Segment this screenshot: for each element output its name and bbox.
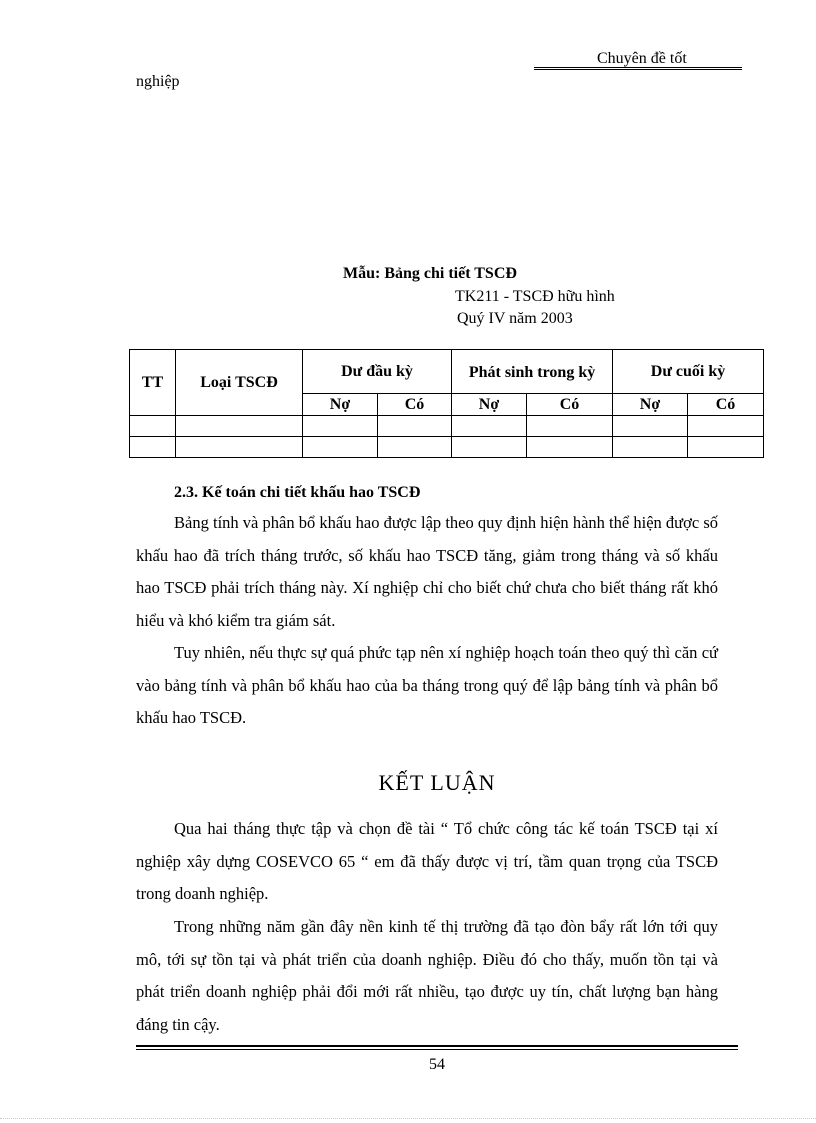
asset-detail-table	[129, 349, 764, 458]
table-cell	[378, 437, 452, 458]
header-cell-closing-balance: Dư cuối kỳ	[613, 350, 764, 394]
section-heading: 2.3. Kế toán chi tiết khấu hao TSCĐ	[174, 484, 421, 501]
section-paragraph-2: Tuy nhiên, nếu thực sự quá phức tạp nên xí nghiệp hoạch toán theo quý thì căn cứ vào bảng tính và phân bổ khấu hao của ba tháng trong quý để lập bảng tính và phân bổ khấu hao TSCĐ.	[136, 643, 718, 728]
conclusion-paragraph-2: Trong những năm gần đây nền kinh tế thị trường đã tạo đòn bẩy rất lớn tới quy mô, tới sự tồn tại và phát triển của doanh nghiệp. Điều đó cho thấy, muốn tồn tại và phát triển doanh nghiệp phải đổi mới rất nhiều, tạo được uy tín, chất lượng bạn hàng đáng tin cậy.	[136, 917, 718, 1034]
table-cell	[688, 437, 764, 458]
header-cell-arising-debit: Nợ	[452, 394, 527, 416]
header-cell-closing-credit: Có	[688, 394, 764, 416]
table-cell	[303, 437, 378, 458]
table-cell	[176, 437, 303, 458]
table-cell	[613, 416, 688, 437]
form-period: Quý IV năm 2003	[457, 310, 573, 327]
table-cell	[452, 416, 527, 437]
table-cell	[613, 437, 688, 458]
table-cell	[688, 416, 764, 437]
conclusion-title: KẾT LUẬN	[378, 770, 496, 795]
table-cell	[130, 437, 176, 458]
conclusion-paragraph-1: Qua hai tháng thực tập và chọn đề tài “ Tổ chức công tác kế toán TSCĐ tại xí nghiệp xây dựng COSEVCO 65 “ em đã thấy được vị trí, tầm quan trọng của TSCĐ trong doanh nghiệp.	[136, 819, 718, 904]
header-rule	[534, 67, 742, 70]
table-cell	[303, 416, 378, 437]
table-cell	[378, 416, 452, 437]
running-header-continuation: nghiệp	[136, 73, 180, 90]
page-edge-divider	[0, 1118, 816, 1119]
header-cell-opening-credit: Có	[378, 394, 452, 416]
footer-rule	[136, 1045, 738, 1050]
table-cell	[130, 416, 176, 437]
page-number: 54	[429, 1056, 445, 1073]
form-title: Mẫu: Bảng chi tiết TSCĐ	[343, 265, 517, 282]
table-row	[130, 416, 764, 437]
running-header-title: Chuyên đề tốt	[597, 50, 687, 67]
header-cell-arising: Phát sinh trong kỳ	[452, 350, 613, 394]
table-cell	[527, 416, 613, 437]
table-cell	[527, 437, 613, 458]
header-cell-opening-debit: Nợ	[303, 394, 378, 416]
header-cell-closing-debit: Nợ	[613, 394, 688, 416]
header-cell-opening-balance: Dư đầu kỳ	[303, 350, 452, 394]
header-cell-asset-type: Loại TSCĐ	[176, 350, 303, 416]
section-paragraph-1: Bảng tính và phân bổ khấu hao được lập theo quy định hiện hành thể hiện được số khấu hao đã trích tháng trước, số khấu hao TSCĐ tăng, giảm trong tháng và số khấu hao TSCĐ phải trích tháng này. Xí nghiệp chỉ cho biết chứ chưa cho biết tháng rất khó hiểu và khó kiểm tra giám sát.	[136, 513, 718, 630]
header-cell-tt: TT	[130, 350, 176, 416]
table-cell	[452, 437, 527, 458]
table-cell	[176, 416, 303, 437]
form-account: TK211 - TSCĐ hữu hình	[455, 288, 615, 305]
header-cell-arising-credit: Có	[527, 394, 613, 416]
table-row	[130, 437, 764, 458]
